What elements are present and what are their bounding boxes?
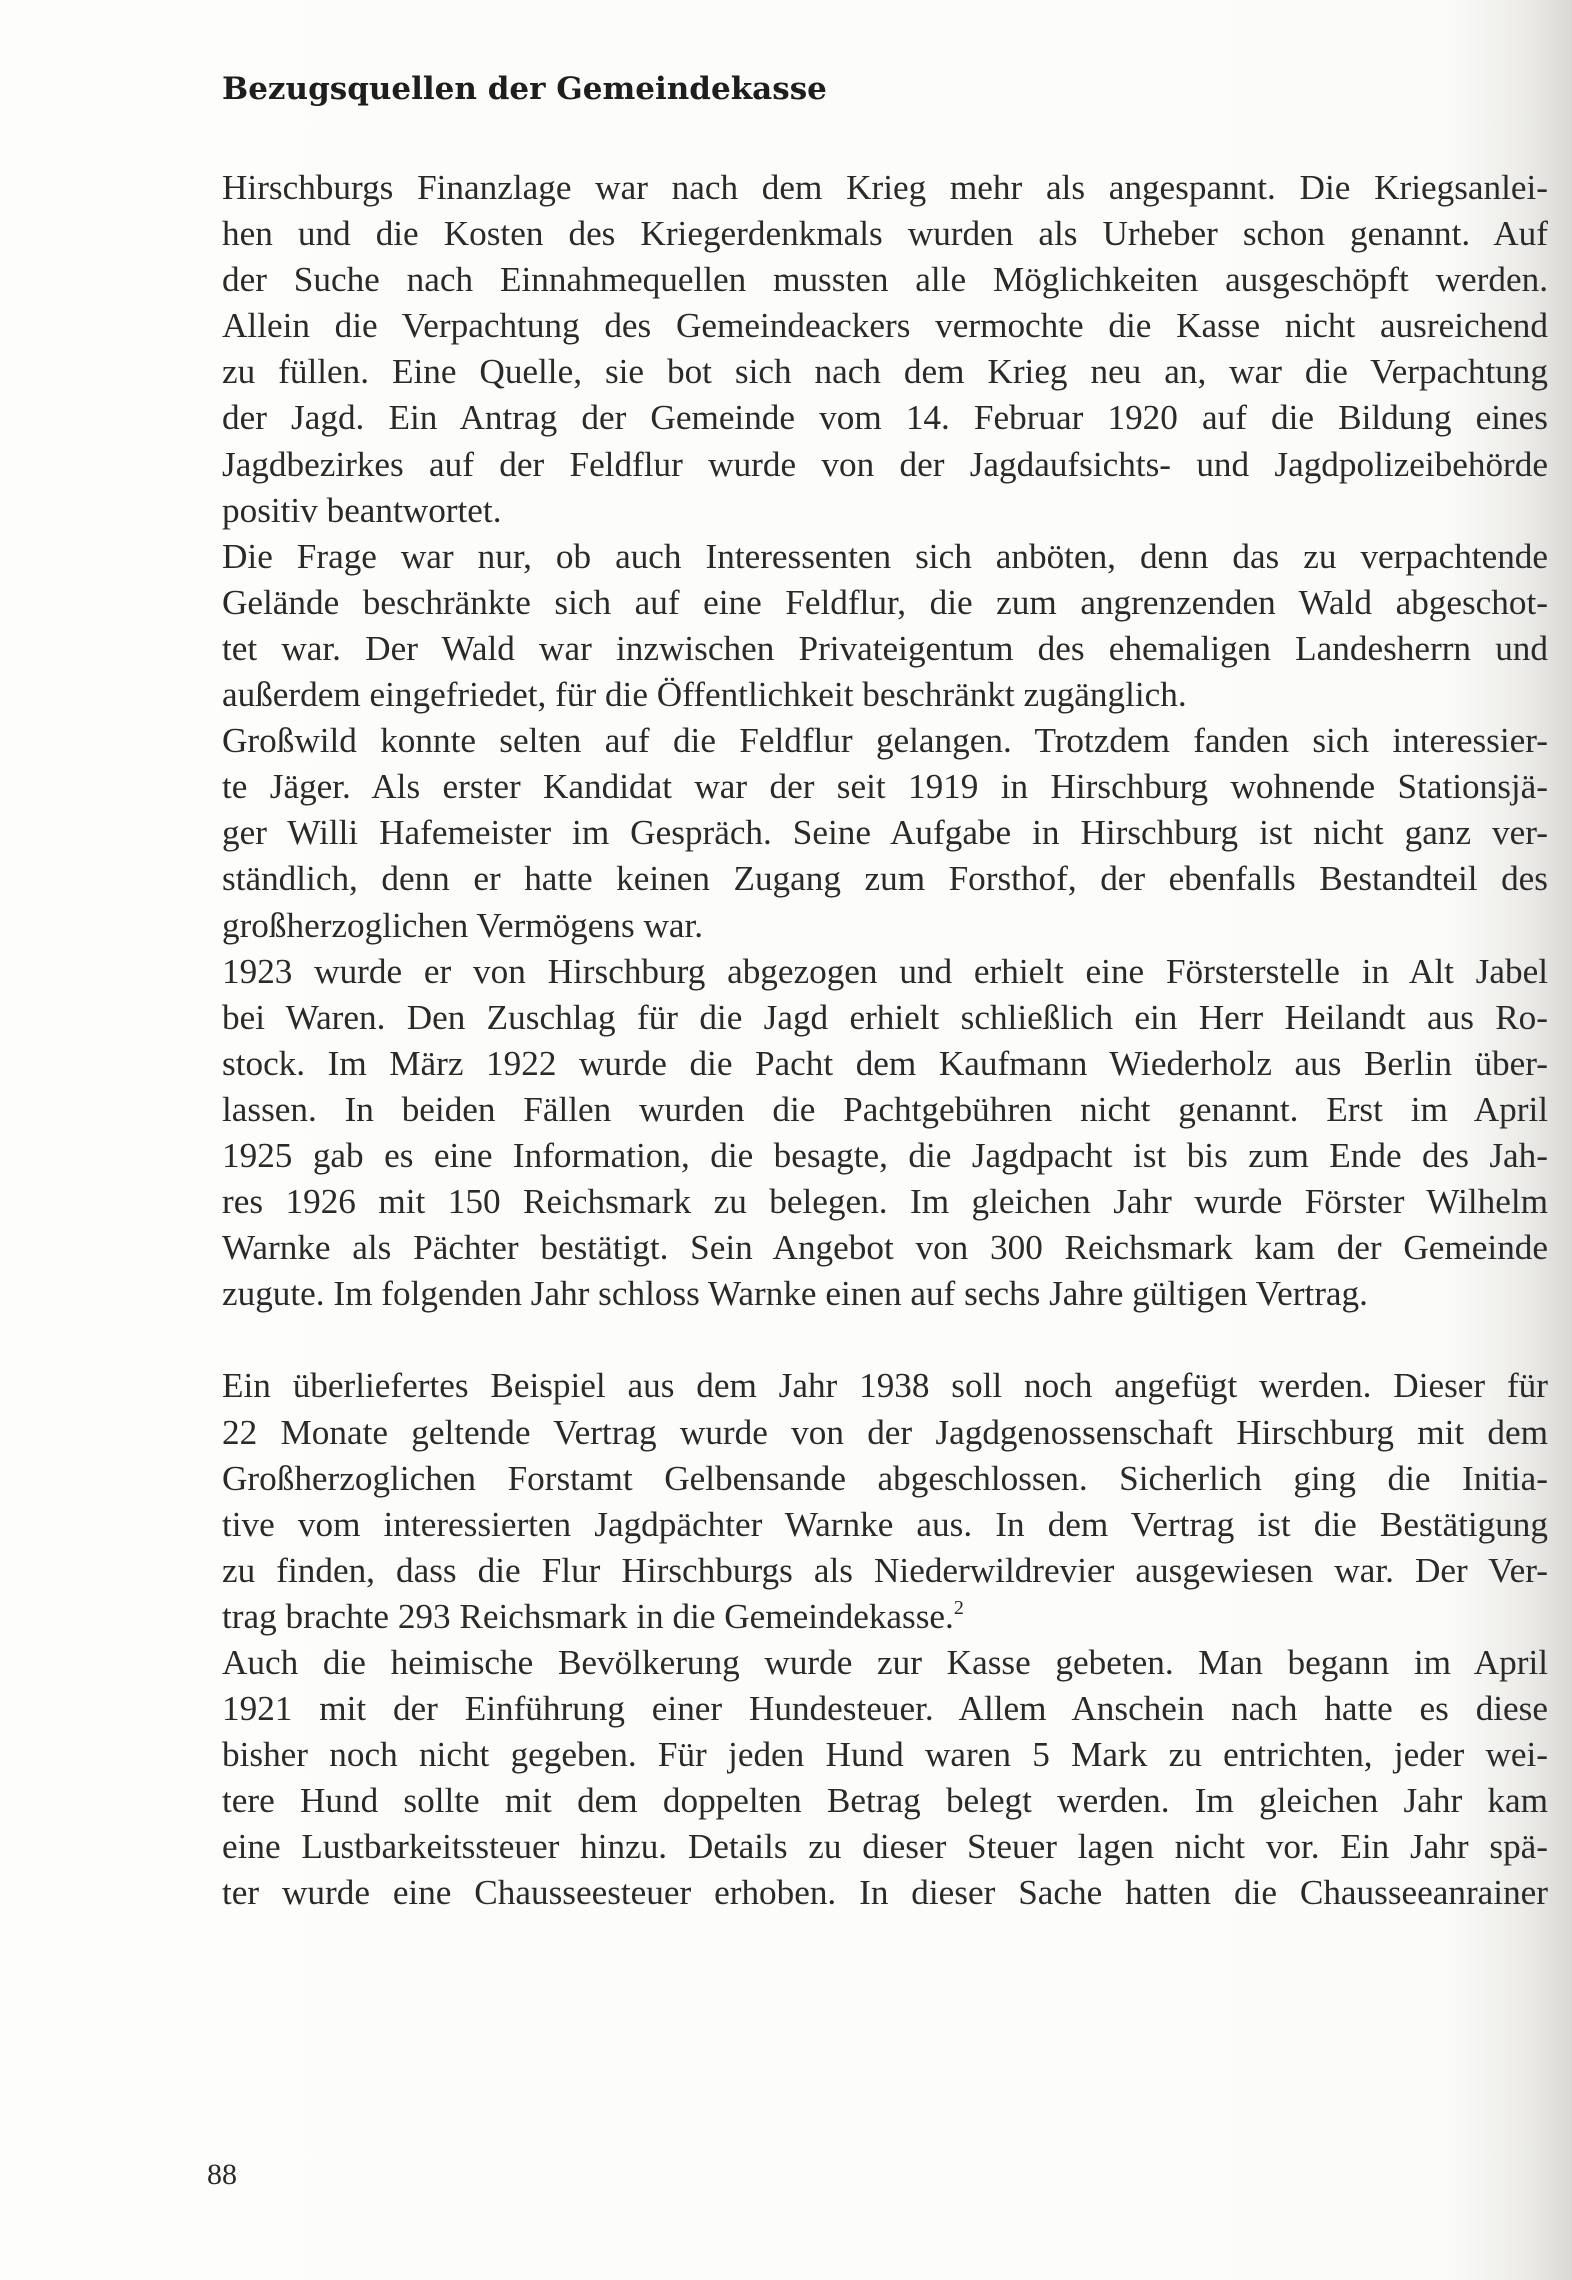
footnote-marker: 2 xyxy=(953,1596,964,1619)
text-line: tet war. Der Wald war inzwischen Privateigentum des ehemaligen Landesherrn und xyxy=(222,628,1548,668)
text-line: hen und die Kosten des Kriegerdenkmals wurden als Urheber schon genannt. Auf xyxy=(222,214,1548,254)
text-line: 1923 wurde er von Hirschburg abgezogen und erhielt eine Försterstelle in Alt Jabel xyxy=(222,951,1548,991)
text-line: der Jagd. Ein Antrag der Gemeinde vom 14. Februar 1920 auf die Bildung eines xyxy=(222,398,1548,438)
text-line: der Suche nach Einnahmequellen mussten alle Möglichkeiten ausgeschöpft werden. xyxy=(222,260,1548,300)
paragraph-gap xyxy=(222,1317,1548,1363)
text-line: ständlich, denn er hatte keinen Zugang zum Forsthof, der ebenfalls Bestandteil des xyxy=(222,859,1548,899)
text-line: 1925 gab es eine Information, die besagte, die Jagdpacht ist bis zum Ende des Jah- xyxy=(222,1135,1548,1175)
text-line: lassen. In beiden Fällen wurden die Pachtgebühren nicht genannt. Erst im April xyxy=(222,1089,1548,1129)
text-line: bei Waren. Den Zuschlag für die Jagd erhielt schließlich ein Herr Heilandt aus Ro- xyxy=(222,997,1548,1037)
text-line: Die Frage war nur, ob auch Interessenten sich anböten, denn das zu verpachtende xyxy=(222,536,1548,576)
text-line: eine Lustbarkeitssteuer hinzu. Details zu dieser Steuer lagen nicht vor. Ein Jahr spä- xyxy=(222,1827,1548,1867)
text-line-content: trag brachte 293 Reichsmark in die Gemeindekasse. xyxy=(222,1596,954,1636)
body-text xyxy=(222,165,1548,1917)
text-line: zu füllen. Eine Quelle, sie bot sich nach dem Krieg neu an, war die Verpachtung xyxy=(222,352,1548,392)
text-line: Großwild konnte selten auf die Feldflur gelangen. Trotzdem fanden sich interessier- xyxy=(222,721,1548,761)
text-line: außerdem eingefriedet, für die Öffentlichkeit beschränkt zugänglich. xyxy=(222,675,1187,715)
text-line: Auch die heimische Bevölkerung wurde zur Kasse gebeten. Man begann im April xyxy=(222,1643,1548,1682)
text-line xyxy=(222,1594,1548,1640)
text-line: Gelände beschränkte sich auf eine Feldflur, die zum angrenzenden Wald abgeschot- xyxy=(222,582,1548,622)
text-line: ter wurde eine Chausseesteuer erhoben. In dieser Sache hatten die Chausseeanrainer xyxy=(222,1873,1548,1913)
text-line: Warnke als Pächter bestätigt. Sein Angebot von 300 Reichsmark kam der Gemeinde xyxy=(222,1228,1548,1268)
text-line: 22 Monate geltende Vertrag wurde von der Jagdgenossenschaft Hirschburg mit dem xyxy=(222,1412,1548,1452)
page-number: 88 xyxy=(207,2158,237,2191)
text-line: Großherzoglichen Forstamt Gelbensande abgeschlossen. Sicherlich ging die Initia- xyxy=(222,1458,1548,1498)
text-line: tive vom interessierten Jagdpächter Warnke aus. In dem Vertrag ist die Bestätigung xyxy=(222,1504,1548,1544)
text-line: Jagdbezirkes auf der Feldflur wurde von der Jagdaufsichts- und Jagdpolizeibehörde xyxy=(222,444,1548,484)
text-line: zu finden, dass die Flur Hirschburgs als Niederwildrevier ausgewiesen war. Der Ver- xyxy=(222,1550,1548,1590)
text-line: Allein die Verpachtung des Gemeindeackers vermochte die Kasse nicht ausreichend xyxy=(222,306,1548,346)
text-line: 1921 mit der Einführung einer Hundesteuer. Allem Anschein nach hatte es diese xyxy=(222,1689,1548,1729)
text-line: großherzoglichen Vermögens war. xyxy=(222,905,704,945)
text-line: positiv beantwortet. xyxy=(222,490,502,530)
section-heading: Bezugsquellen der Gemeindekasse xyxy=(222,71,827,107)
text-line: zugute. Im folgenden Jahr schloss Warnke einen auf sechs Jahre gültigen Vertrag. xyxy=(222,1274,1368,1314)
text-block-b xyxy=(222,1363,1548,1916)
text-line: te Jäger. Als erster Kandidat war der seit 1919 in Hirschburg wohnende Stationsjä- xyxy=(222,767,1548,807)
text-line: stock. Im März 1922 wurde die Pacht dem Kaufmann Wiederholz aus Berlin über- xyxy=(222,1043,1548,1083)
text-line: res 1926 mit 150 Reichsmark zu belegen. Im gleichen Jahr wurde Förster Wilhelm xyxy=(222,1182,1548,1222)
text-block-a xyxy=(222,165,1548,1317)
text-line: tere Hund sollte mit dem doppelten Betrag belegt werden. Im gleichen Jahr kam xyxy=(222,1781,1548,1821)
text-line: bisher noch nicht gegeben. Für jeden Hund waren 5 Mark zu entrichten, jeder wei- xyxy=(222,1735,1548,1775)
text-line: Ein überliefertes Beispiel aus dem Jahr 1938 soll noch angefügt werden. Dieser für xyxy=(222,1366,1548,1406)
text-line: Hirschburgs Finanzlage war nach dem Krieg mehr als angespannt. Die Kriegsanlei- xyxy=(222,168,1548,207)
text-line: ger Willi Hafemeister im Gespräch. Seine Aufgabe in Hirschburg ist nicht ganz ver- xyxy=(222,813,1548,853)
